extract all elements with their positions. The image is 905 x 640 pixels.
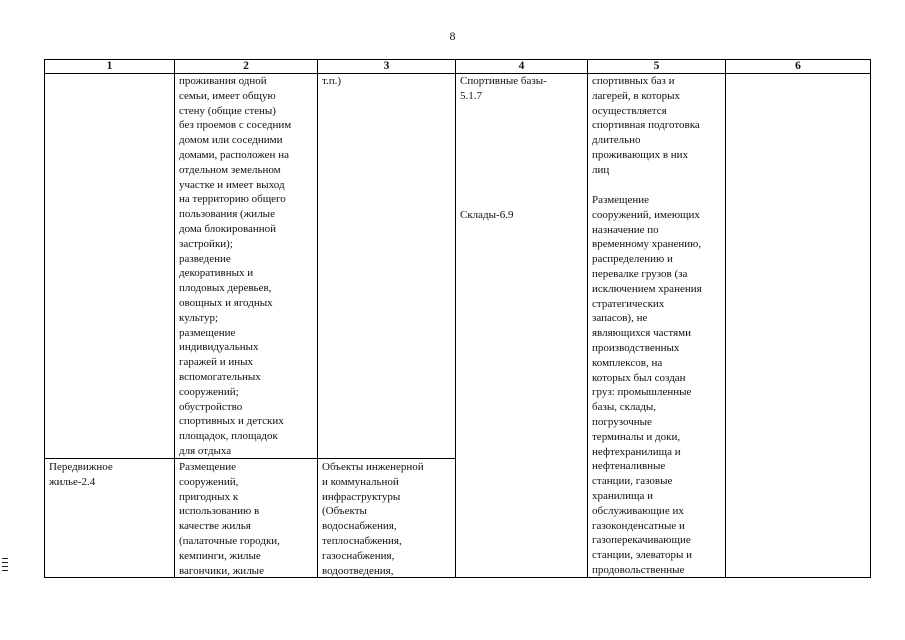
row2-name-cell: Передвижное жилье-2.4 <box>49 461 113 488</box>
warehouses-code: Склады-6.9 <box>460 209 514 221</box>
sport-bases-code: Спортивные базы- 5.1.7 <box>460 75 547 102</box>
column-header-4: 4 <box>518 60 525 72</box>
margin-marks <box>2 558 8 574</box>
sport-bases-description: спортивных баз и лагерей, в которых осуществляется спортивная подготовка длительно проживающих в них лиц <box>592 75 700 176</box>
column-divider <box>587 60 588 577</box>
column-header-6: 6 <box>795 60 801 72</box>
row1-facilities-cell: т.п.) <box>322 75 342 87</box>
row2-description-cell: Размещение сооружений, пригодных к использованию в качестве жилья (палаточные городки, кемпинги, жилые вагончики, жилые <box>179 461 280 577</box>
warehouses-description: Размещение сооружений, имеющих назначение по временному хранению, распределению и перевалке грузов (за исключением хранения стратегических запасов), не являющихся частями производственных комплексов, на которых был создан груз: промышленные базы, склады, погрузочные терминалы и доки, нефтехранилища и нефтеналивные станции, газовые хранилища и обслуживающие их газоконденсатные и газоперекачивающие станции, элеваторы и продовольственные <box>592 194 702 576</box>
column-divider <box>455 60 456 577</box>
row1-description-cell: проживания одной семьи, имеет общую стену (общие стены) без проемов с соседним домом или соседними домами, расположен на отдельном земельном участке и имеет выход на территорию общего пользования (жилые дома блокированной застройки); разведение декоративных и плодовых деревьев, овощных и ягодных культур; размещение индивидуальных гаражей и иных вспомогательных сооружений; обустройство спортивных и детских площадок, площадок для отдыха <box>179 75 292 457</box>
column-divider <box>725 60 726 577</box>
column-header-2: 2 <box>243 60 249 72</box>
land-use-table <box>44 59 871 578</box>
column-header-1: 1 <box>106 60 113 72</box>
row-divider <box>45 458 455 459</box>
column-header-5: 5 <box>653 60 660 72</box>
header-rule <box>45 73 870 74</box>
column-header-3: 3 <box>383 60 390 72</box>
page-number: 8 <box>449 29 456 43</box>
column-divider <box>317 60 318 577</box>
column-divider <box>174 60 175 577</box>
row2-facilities-cell: Объекты инженерной и коммунальной инфраструктуры (Объекты водоснабжения, теплоснабжения, газоснабжения, водоотведения, <box>322 461 424 577</box>
